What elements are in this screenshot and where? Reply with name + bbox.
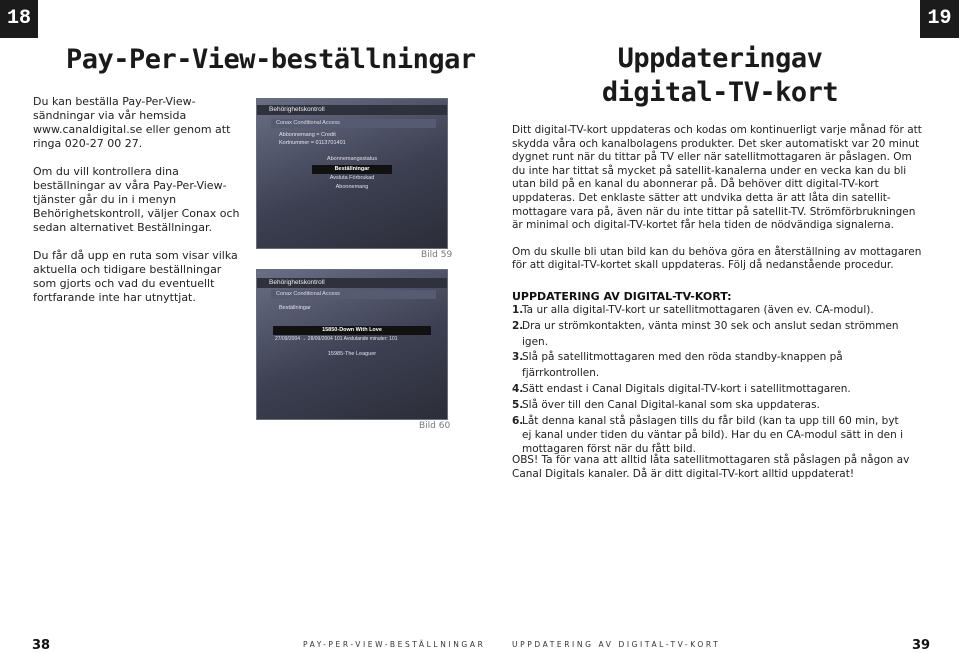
page-number-left: 38 <box>32 638 51 653</box>
page-tab-left <box>0 0 38 38</box>
paragraph: Ditt digital-TV-kort uppdateras och kodas om kontinuerligt varje månad för att skydda våra och kanalbolagens produkter. Det sker automatiskt var 20 minut dygnet runt när du tittar på TV eller när satellitmottagaren är påslagen. Om du inte har tittat så mycket på satellit-kanalerna under en vecka kan du bli utan bild på en kanal du abonnerar på. Då behöver ditt digital-TV-kort uppdateras. Det enklaste sätter att undvika detta är att låta din satellit-mottagare vara på, även när du inte tittar på satellit-TV. Strömförbrukningen är minimal och digital-TV-kortet får hela tiden de nödvändiga signalerna. <box>512 124 922 232</box>
list-item: 4. Sätt endast i Canal Digitals digital-TV-kort i satellitmottagaren. <box>512 382 851 395</box>
tv-menu-screenshot <box>256 98 448 249</box>
info-line: Kortnummer = 0113701401 <box>279 140 346 146</box>
figure-caption: Bild 60 <box>419 421 451 431</box>
screen-header: Behörighetskontroll <box>257 105 447 115</box>
order-row: 15985-The Leaguer <box>327 351 377 357</box>
list-item: 3. Slå på satellitmottagaren med den röda standby-knappen på fjärrkontrollen. <box>512 351 843 380</box>
tv-orders-screenshot <box>256 269 448 420</box>
paragraph: Om du skulle bli utan bild kan du behöva göra en återställning av mottagaren för att digital-TV-kortet skall uppdateras. Följ då nedanstående procedur. <box>512 245 922 272</box>
paragraph: Om du vill kontrollera dina beställningar av våra Pay-Per-View-tjänster går du in i menyn Behörighetskontroll, väljer Conax och sedan alternativet Beställningar. <box>33 165 240 234</box>
tab-number: 19 <box>927 7 952 30</box>
footer-label-left: PAY-PER-VIEW-BESTÄLLNINGAR <box>303 640 486 649</box>
procedure-heading: UPPDATERING AV DIGITAL-TV-KORT: <box>512 290 732 303</box>
paragraph: Du får då upp en ruta som visar vilka aktuella och tidigare beställningar som gjorts och vad du eventuellt fortfarande inte har utnyttjat. <box>33 249 238 304</box>
title-line: Uppdateringav <box>617 43 823 74</box>
list-item: 5. Slå över till den Canal Digital-kanal som ska uppdateras. <box>512 398 820 411</box>
page-title: Pay-Per-View-beställningar <box>66 44 476 75</box>
right-body <box>512 124 922 273</box>
paragraph: Du kan beställa Pay-Per-View-sändningar via vår hemsida www.canaldigital.se eller genom att ringa 020-27 00 27. <box>33 95 231 150</box>
list-item: 6. Låt denna kanal stå påslagen tills du får bild (kan ta upp till 60 min, byt ej kanal under tiden du väntar på bild). Har du en CA-modul sätt in den i mottagaren först när du fått bild. <box>512 414 903 455</box>
screen-header: Behörighetskontroll <box>257 278 447 288</box>
menu-item: Avsluta Förbrukad <box>329 175 375 181</box>
page-tab-right <box>920 0 959 38</box>
menu-item: Abonnemang <box>335 184 369 190</box>
list-item: 2. Dra ur strömkontakten, vänta minst 30 sek och anslut sedan strömmen igen. <box>512 319 899 348</box>
section-label: Beställningar <box>279 305 311 311</box>
page-title-right <box>560 42 880 110</box>
list-item: 1. Ta ur alla digital-TV-kort ur satellitmottagaren (även ev. CA-modul). <box>512 304 874 316</box>
screen-subheader: Conax Conditional Access <box>271 290 436 299</box>
procedure-steps <box>512 303 907 456</box>
tab-number: 18 <box>6 7 31 30</box>
menu-item: Abonnemangsstatus <box>326 156 378 162</box>
info-line: Abbonnemang = Credit <box>279 132 336 138</box>
page-number-right: 39 <box>912 638 931 653</box>
order-row-selected: 15850-Down With Love <box>273 326 431 335</box>
obs-note: OBS! Ta för vana att alltid låta satellitmottagaren stå påslagen på någon av Canal Digitals kanaler. Då är ditt digital-TV-kort alltid uppdaterat! <box>512 454 910 480</box>
order-detail: 27/09/2004 → 28/09/2004 101 Avslutande minuter: 101 <box>275 336 398 342</box>
figure-caption: Bild 59 <box>421 250 453 260</box>
menu-item-selected: Beställningar <box>312 165 392 174</box>
footer-label-right: UPPDATERING AV DIGITAL-TV-KORT <box>512 640 721 649</box>
left-body <box>33 95 243 305</box>
screen-subheader: Conax Conditional Access <box>271 119 436 128</box>
title-line: digital-TV-kort <box>601 77 839 108</box>
